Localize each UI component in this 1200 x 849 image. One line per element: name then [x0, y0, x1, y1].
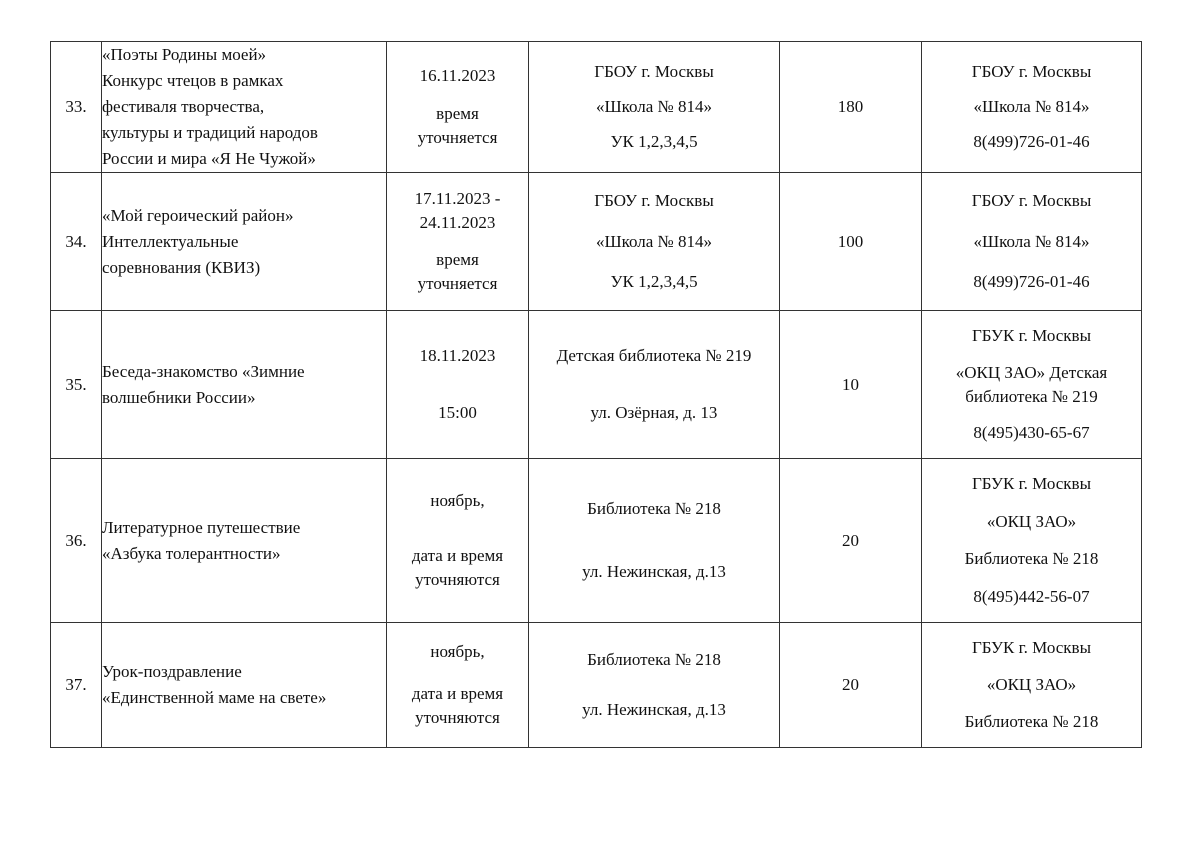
participants-count: 100 — [837, 231, 864, 251]
event-date-stack — [387, 311, 528, 458]
event-title-line: «Единственной маме на свете» — [102, 688, 327, 707]
event-place-line: УК 1,2,3,4,5 — [610, 271, 698, 291]
event-place-line: «Школа № 814» — [595, 231, 713, 251]
organizer-line: Библиотека № 218 — [964, 712, 1099, 731]
table-row — [51, 173, 1142, 311]
event-date-group — [415, 187, 501, 235]
event-date-stack — [387, 173, 528, 310]
row-number-cell — [51, 623, 102, 748]
participants-count-cell — [780, 623, 922, 748]
participants-count: 20 — [842, 675, 859, 694]
row-number: 34. — [65, 231, 87, 251]
event-place-stack — [529, 459, 779, 622]
row-number-cell — [51, 173, 102, 311]
event-title-line: Литературное путешествие — [102, 517, 301, 537]
organizer-cell — [922, 311, 1142, 459]
events-table-body — [51, 42, 1142, 748]
event-date-line: уточняется — [417, 128, 498, 148]
event-title-line: Урок-поздравление — [102, 662, 242, 681]
organizer-stack — [922, 173, 1141, 310]
row-number-cell — [51, 311, 102, 459]
organizer-stack — [922, 459, 1141, 622]
organizer-line: ГБОУ г. Москвы — [971, 191, 1092, 211]
organizer-stack — [922, 49, 1141, 165]
event-title-line: Беседа-знакомство «Зимние — [102, 361, 305, 381]
event-date-line: ноябрь, — [430, 491, 485, 511]
event-date-line: уточняется — [417, 274, 498, 294]
table-row — [51, 311, 1142, 459]
event-place-line: ул. Озёрная, д. 13 — [590, 403, 718, 422]
organizer-line: «Школа № 814» — [973, 231, 1090, 251]
participants-count-cell — [780, 173, 922, 311]
event-place-line: Библиотека № 218 — [587, 650, 721, 670]
event-place-cell — [529, 311, 780, 459]
event-title-cell — [102, 42, 387, 173]
event-place-cell — [529, 173, 780, 311]
organizer-cell — [922, 623, 1142, 748]
event-date-cell — [387, 459, 529, 623]
organizer-line: 8(499)726-01-46 — [973, 132, 1090, 151]
table-row — [51, 459, 1142, 623]
event-date-group — [430, 640, 484, 664]
organizer-line: «ОКЦ ЗАО» Детская библиотека № 219 — [955, 362, 1108, 406]
organizer-line: 8(499)726-01-46 — [973, 271, 1090, 291]
organizer-line: ГБУК г. Москвы — [971, 325, 1092, 345]
event-title-line: соревнования (КВИЗ) — [102, 257, 261, 277]
event-place-stack — [529, 623, 779, 747]
organizer-cell — [922, 459, 1142, 623]
participants-count: 10 — [842, 374, 859, 394]
event-date-cell — [387, 173, 529, 311]
event-place-line: ГБОУ г. Москвы — [594, 191, 714, 211]
event-place-stack — [529, 173, 779, 310]
row-number: 36. — [65, 530, 87, 550]
event-place-line: ул. Нежинская, д.13 — [582, 699, 726, 719]
event-date-group — [438, 401, 477, 425]
organizer-line: Библиотека № 218 — [964, 549, 1099, 569]
event-title-cell — [102, 173, 387, 311]
table-row — [51, 623, 1142, 748]
event-date-group — [420, 344, 496, 368]
event-title-line: Конкурс чтецов в рамках — [102, 71, 284, 90]
event-title-line: культуры и традиций народов — [102, 123, 318, 142]
event-place-line: Библиотека № 218 — [587, 499, 721, 519]
event-place-cell — [529, 459, 780, 623]
event-title-line: Интеллектуальные — [102, 231, 239, 251]
row-number: 33. — [65, 97, 87, 116]
event-date-group — [418, 102, 498, 150]
event-date-line: дата и время — [411, 545, 504, 565]
event-date-group — [420, 64, 496, 88]
event-place-cell — [529, 42, 780, 173]
event-date-line: дата и время — [411, 683, 504, 703]
organizer-line: ГБУК г. Москвы — [971, 474, 1092, 494]
event-date-line: ноябрь, — [430, 642, 485, 662]
event-date-line: 15:00 — [438, 403, 477, 422]
participants-count-cell — [780, 42, 922, 173]
table-row — [51, 42, 1142, 173]
event-date-group — [412, 544, 503, 592]
event-date-cell — [387, 311, 529, 459]
event-date-line: 24.11.2023 — [419, 212, 496, 232]
event-place-line: Детская библиотека № 219 — [556, 346, 752, 365]
event-date-group — [418, 248, 498, 296]
events-table — [50, 41, 1142, 748]
event-title-line: «Поэты Родины моей» — [102, 45, 267, 64]
event-place-cell — [529, 623, 780, 748]
event-title-line: фестиваля творчества, — [102, 97, 265, 116]
participants-count-cell — [780, 311, 922, 459]
event-title-line: волшебники России» — [102, 387, 256, 407]
event-date-cell — [387, 42, 529, 173]
row-number: 37. — [65, 675, 87, 694]
participants-count-cell — [780, 459, 922, 623]
event-date-line: время — [436, 104, 479, 124]
participants-count: 20 — [842, 530, 859, 550]
event-date-line: время — [436, 250, 479, 270]
organizer-cell — [922, 42, 1142, 173]
participants-count: 180 — [837, 97, 864, 116]
event-date-stack — [387, 459, 528, 622]
event-place-line: ул. Нежинская, д.13 — [582, 561, 726, 581]
organizer-line: 8(495)442-56-07 — [973, 586, 1090, 606]
organizer-stack — [922, 311, 1141, 458]
organizer-line: «ОКЦ ЗАО» — [986, 511, 1077, 531]
event-date-line: 18.11.2023 — [419, 346, 496, 365]
event-date-line: 16.11.2023 — [419, 65, 496, 85]
row-number-cell — [51, 42, 102, 173]
event-title-line: России и мира «Я Не Чужой» — [102, 149, 316, 168]
organizer-line: 8(495)430-65-67 — [973, 423, 1090, 443]
organizer-line: «ОКЦ ЗАО» — [986, 675, 1077, 694]
organizer-line: ГБУК г. Москвы — [971, 638, 1092, 657]
row-number: 35. — [65, 374, 87, 394]
event-date-line: 17.11.2023 - — [414, 188, 501, 208]
event-title-cell — [102, 311, 387, 459]
organizer-cell — [922, 173, 1142, 311]
event-date-stack — [387, 623, 528, 747]
organizer-stack — [922, 623, 1141, 747]
organizer-line: ГБОУ г. Москвы — [971, 62, 1092, 81]
event-title-cell — [102, 623, 387, 748]
event-date-group — [430, 489, 484, 513]
event-place-line: «Школа № 814» — [595, 97, 713, 116]
event-place-stack — [529, 311, 779, 458]
event-title-cell — [102, 459, 387, 623]
organizer-line: «Школа № 814» — [973, 97, 1090, 116]
event-place-line: УК 1,2,3,4,5 — [610, 132, 698, 151]
event-title-line: «Азбука толерантности» — [102, 543, 281, 563]
event-date-group — [412, 682, 503, 730]
event-date-line: уточняются — [415, 569, 500, 589]
event-title-line: «Мой героический район» — [102, 205, 294, 225]
row-number-cell — [51, 459, 102, 623]
event-place-stack — [529, 49, 779, 165]
event-date-cell — [387, 623, 529, 748]
event-date-line: уточняются — [415, 707, 500, 727]
event-place-line: ГБОУ г. Москвы — [594, 62, 714, 81]
event-date-stack — [387, 49, 528, 165]
